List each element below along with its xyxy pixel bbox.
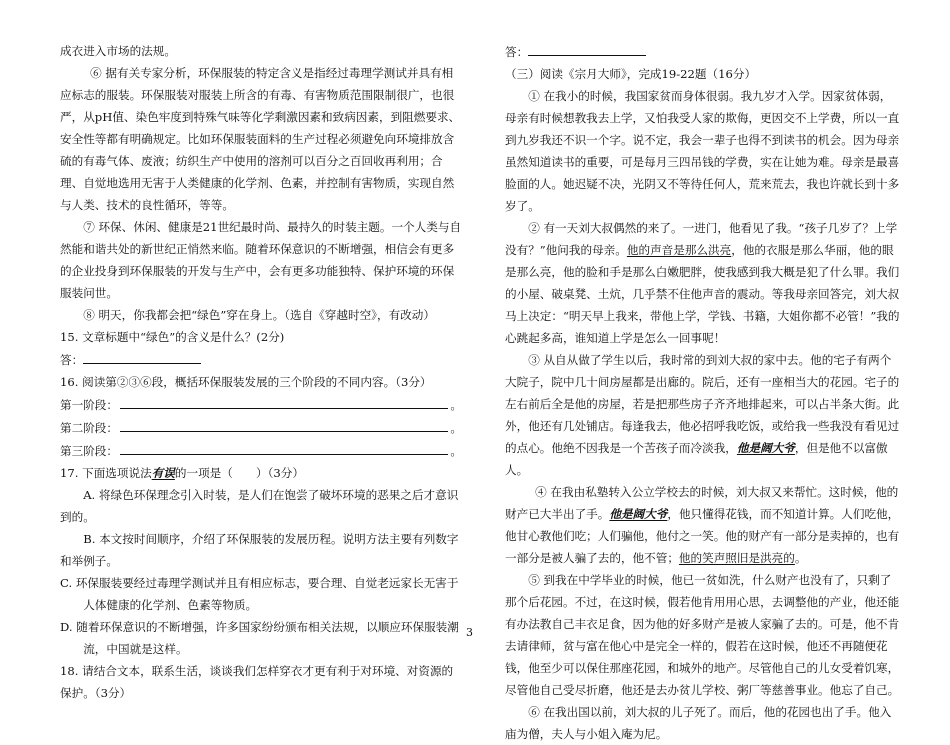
question-17-emphasis: 有误	[151, 466, 175, 480]
stage-3-line[interactable]	[60, 439, 462, 462]
paragraph-continuation: 成衣进入市场的法规。	[60, 44, 176, 58]
story-3-text-a: ③ 从自从做了学生以后，我时常的到刘大叔的家中去。他的宅子有两个大院子，院中几十间房屋都是出廊的。院后，还有一座相当大的花园。宅子的左右前后全是他的房屋，若是把那些房子齐齐地排起来，可以占半条大街。此外，他还有几处铺店。每逢我去，他必招呼我吃饭，或给我一些我没有看见过的点心。他绝不因我是一个苦孩子而冷淡我，	[505, 353, 900, 455]
stage-3-blank[interactable]	[120, 439, 448, 455]
stage-1-period: 。	[450, 398, 462, 412]
story-paragraph-2	[505, 217, 901, 349]
paragraph-8: ⑧ 明天，你我都会把“绿色”穿在身上。（选自《穿越时空》，有改动）	[83, 308, 435, 322]
answer-label: 答：	[505, 45, 529, 59]
option-d: D. 随着环保意识的不断增强，许多国家纷纷颁布相关法规，以顺应环保服装潮流，中国就是这样。	[60, 620, 459, 656]
paragraph-7: ⑦ 环保、休闲、健康是21世纪最时尚、最持久的时装主题。一个人类与自然能和谐共处的新世纪正悄然来临。随着环保意识的不断增强，相信会有更多的企业投身到环保服装的开发与生产中，会有更多功能独特、保护环境的环保服装问世。	[60, 220, 462, 300]
stage-2-period: 。	[450, 421, 462, 435]
right-column	[505, 40, 901, 745]
answer-18-blank[interactable]	[528, 40, 646, 56]
option-c: C. 环保服装要经过毒理学测试并且有相应标志，要合理、自觉老远家长无害于人体健康的化学剂、色素等物质。	[60, 576, 459, 612]
stage-1-label: 第一阶段：	[60, 398, 118, 412]
story-2-text-b: ，他的衣服是那么华丽，他的眼是那么亮，他的脸和手是那么白嫩肥胖，使我感到我大概是犯了什么罪。我们的小屋、破桌凳、土炕，几乎禁不住他声音的震动。等我母亲回答完，刘大叔马上决定：“明天早上我来，带他上学，学钱、书籍，大姐你都不必管！”我的心跳起多高，谁知道上学是怎么一回事呢！	[505, 243, 900, 345]
story-2-text-a: ② 有一天刘大叔偶然的来了。一进门，他看见了我。“孩子几岁了？上学没有？”他问我的母亲。	[505, 221, 898, 257]
story-4-text-a: ④ 在我由私塾转入公立学校去的时候，刘大叔又来帮忙。这时候，他的财产已大半出了手。	[505, 485, 899, 521]
stage-3-label: 第三阶段：	[60, 444, 118, 458]
question-17-text-a: 17. 下面选项说法	[60, 466, 152, 480]
section-heading: （三）阅读《宗月大师》，完成19-22题（16分）	[505, 67, 757, 81]
question-17	[60, 462, 462, 484]
page-number: 3	[466, 626, 473, 639]
story-paragraph-3	[505, 349, 901, 481]
paragraph-6: ⑥ 据有关专家分析，环保服装的特定含义是指经过毒理学测试并具有相应标志的服装。环保服装对服装上所含的有毒、有害物质范围限制很广，也很严，从pH值、染色牢度到特殊气味等化学剩激因素和致病因素，到阻燃要求、安全性等都有明确规定。比如环保服装面料的生产过程必须避免向环境排放含硫的有毒气体、废液；纺织生产中使用的溶剂可以百分之百回收再利用；合理、自觉地选用无害于人类健康的化学剂、色素，并控制有害物质，实现自然与人类、技术的良性循环，等等。	[60, 66, 461, 212]
story-paragraph-4	[505, 481, 901, 569]
underlined-sentence-laugh: 他的笑声照旧是洪亮的	[678, 551, 795, 565]
story-paragraph-5: ⑤ 到我在中学毕业的时候，他已一贫如洗，什么财产也没有了，只剩了那个后花园。不过，在这时候，假若他肯用用心思，去调整他的产业，他还能有办法教自己丰衣足食，因为他的好多财产是被人家骗了去的。可是，他不肯去请律师，贫与富在他心中是完全一样的，假若在这时候，他还不再随便花钱，他至少可以保住那座花园，和城外的地产。尽管他自己的儿女受着饥寒，尽管他自己受尽折磨，他还是去办贫儿学校、粥厂等慈善事业。他忘了自己。	[505, 573, 900, 697]
answer-15-line[interactable]	[60, 348, 462, 371]
option-b: B. 本文按时间顺序，介绍了环保服装的发展历程。说明方法主要有列数字和举例子。	[60, 532, 459, 568]
answer-label: 答：	[60, 353, 84, 367]
story-paragraph-6: ⑥ 在我出国以前，刘大叔的儿子死了。而后，他的花园也出了手。他入庙为僧，夫人与小姐入庵为尼。	[505, 705, 892, 741]
answer-18-line[interactable]	[505, 40, 901, 63]
question-18: 18. 请结合文本，联系生活，谈谈我们怎样穿衣才更有利于对环境、对资源的保护。（3分）	[60, 664, 454, 700]
question-17-text-b: 的一项是（ ）（3分）	[174, 466, 304, 480]
stage-3-period: 。	[450, 444, 462, 458]
stage-1-line[interactable]	[60, 393, 462, 416]
emphasized-phrase: 他是阔大爷	[736, 441, 795, 455]
stage-2-label: 第二阶段：	[60, 421, 118, 435]
left-column	[60, 40, 462, 704]
stage-2-blank[interactable]	[120, 416, 448, 432]
option-a: A. 将绿色环保理念引入时装，是人们在饱尝了破坏环境的恶果之后才意识到的。	[60, 488, 459, 524]
story-4-text-b: ，他只懂得花钱，而不知道计算。人们吃他，他甘心教他们吃；人们骗他，他付之一笑。他的财产有一部分是卖掉的，也有一部分是被人骗了去的，他不管；	[505, 507, 900, 565]
stage-1-blank[interactable]	[120, 393, 448, 409]
question-16: 16. 阅读第②③⑥段，概括环保服装发展的三个阶段的不同内容。（3分）	[60, 375, 432, 389]
emphasized-phrase: 他是阔大爷	[609, 507, 668, 521]
stage-2-line[interactable]	[60, 416, 462, 439]
story-3-text-b: ，但是他不以富傲人。	[505, 441, 888, 477]
answer-15-blank[interactable]	[83, 348, 201, 364]
question-15: 15. 文章标题中“绿色”的含义是什么？(2分)	[60, 330, 285, 344]
story-paragraph-1: ① 在我小的时候，我国家贫而身体很弱。我九岁才入学。因家贫体弱，母亲有时候想教我去上学，又怕我受人家的欺侮，更因交不上学费，所以一直到九岁我还不识一个字。说不定，我会一辈子也得不到读书的机会。因为母亲虽然知道读书的重要，可是每月三四吊钱的学费，实在让她为难。母亲是最喜脸面的人。她迟疑不决，光阴又不等待任何人，荒来荒去，我也许就长到十多岁了。	[505, 89, 900, 213]
story-4-text-c: 。	[794, 551, 807, 565]
underlined-sentence-voice: 他的声音是那么洪亮	[626, 243, 732, 257]
